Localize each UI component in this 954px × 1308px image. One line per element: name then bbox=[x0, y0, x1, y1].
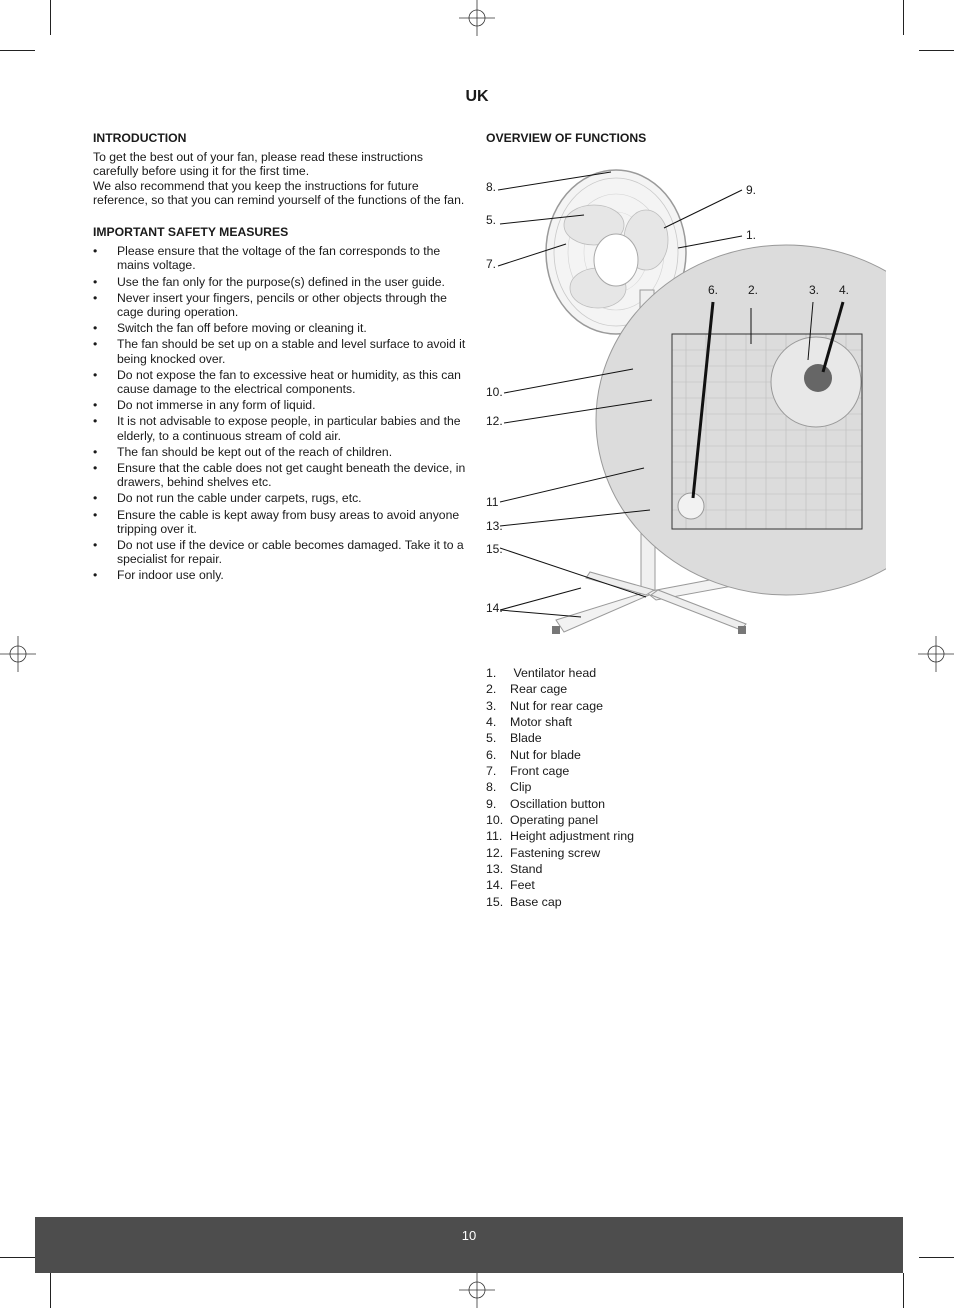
fan-diagram bbox=[486, 160, 886, 650]
list-item: 15. Base cap bbox=[486, 894, 562, 909]
safety-item: • Do not expose the fan to excessive heat or humidity, as this can cause damage to the electrical components. bbox=[93, 367, 461, 397]
page-number: 10 bbox=[461, 1228, 477, 1243]
list-item: 5. Blade bbox=[486, 731, 542, 746]
list-item: 14. Feet bbox=[486, 878, 535, 893]
callout-3: 3. bbox=[809, 283, 820, 297]
overview-heading: OVERVIEW OF FUNCTIONS bbox=[486, 131, 647, 145]
safety-item: • Please ensure that the voltage of the fan corresponds to the mains voltage. bbox=[93, 244, 441, 273]
list-item: 2. Rear cage bbox=[486, 682, 568, 697]
callout-7: 7. bbox=[486, 257, 497, 271]
list-item: 12. Fastening screw bbox=[486, 845, 601, 860]
list-item: 7. Front cage bbox=[486, 764, 570, 779]
callout-4: 4. bbox=[839, 283, 850, 297]
registration-mark-bottom bbox=[459, 1272, 495, 1308]
introduction-heading: INTRODUCTION bbox=[93, 131, 187, 145]
callout-2: 2. bbox=[748, 283, 759, 297]
crop-mark bbox=[50, 0, 51, 35]
safety-item: • For indoor use only. bbox=[93, 568, 224, 583]
callout-10: 10. bbox=[486, 385, 503, 399]
list-item: 3. Nut for rear cage bbox=[486, 698, 603, 713]
safety-item: • Do not run the cable under carpets, rugs, etc. bbox=[93, 491, 362, 506]
crop-mark bbox=[903, 1273, 904, 1308]
introduction-text: To get the best out of your fan, please read these instructions carefully before using it for the first time. We also recommend that you keep the instructions for future reference, so that you can remind yourself of the functions of the fan. bbox=[93, 150, 465, 207]
callout-15: 15. bbox=[486, 542, 503, 556]
callout-1: 1. bbox=[746, 228, 757, 242]
crop-mark bbox=[0, 50, 35, 51]
list-item: 11. Height adjustment ring bbox=[486, 829, 634, 844]
safety-item: • Never insert your fingers, pencils or other objects through the cage during operation. bbox=[93, 290, 447, 320]
callout-9: 9. bbox=[746, 183, 757, 197]
registration-mark-top bbox=[459, 0, 495, 36]
safety-item: • Ensure the cable is kept away from busy areas to avoid anyone tripping over it. bbox=[93, 507, 460, 536]
crop-mark bbox=[0, 1257, 35, 1258]
parts-list bbox=[486, 665, 634, 910]
language-heading: UK bbox=[465, 88, 489, 105]
safety-heading: IMPORTANT SAFETY MEASURES bbox=[93, 225, 289, 240]
registration-mark-right bbox=[918, 636, 954, 672]
safety-item: • Do not immerse in any form of liquid. bbox=[93, 398, 316, 413]
safety-item: • The fan should be kept out of the reach of children. bbox=[93, 444, 393, 459]
footer-bar bbox=[35, 1217, 903, 1273]
list-item: 6. Nut for blade bbox=[486, 747, 581, 762]
list-item: 1. Ventilator head bbox=[486, 666, 597, 680]
safety-item: • Do not use if the device or cable becomes damaged. Take it to a specialist for repair. bbox=[93, 538, 464, 567]
callout-8: 8. bbox=[486, 180, 497, 194]
safety-item: • Ensure that the cable does not get caught beneath the device, in drawers, behind shelves etc. bbox=[93, 461, 466, 490]
callout-12: 12. bbox=[486, 414, 503, 428]
safety-item: • The fan should be set up on a stable and level surface to avoid it being knocked over. bbox=[93, 337, 466, 366]
list-item: 9. Oscillation button bbox=[486, 796, 606, 811]
safety-item: • Use the fan only for the purpose(s) defined in the user guide. bbox=[93, 274, 445, 289]
safety-list bbox=[93, 244, 469, 582]
list-item: 4. Motor shaft bbox=[486, 715, 572, 730]
crop-mark bbox=[903, 0, 904, 35]
callout-14: 14. bbox=[486, 601, 503, 615]
callout-6: 6. bbox=[708, 283, 719, 297]
crop-mark bbox=[919, 50, 954, 51]
callout-5: 5. bbox=[486, 213, 497, 227]
safety-item: • Switch the fan off before moving or cleaning it. bbox=[93, 321, 367, 336]
list-item: 10. Operating panel bbox=[486, 813, 599, 828]
list-item: 13. Stand bbox=[486, 862, 543, 877]
fan-illustration bbox=[486, 160, 886, 650]
crop-mark bbox=[50, 1273, 51, 1308]
safety-item: • It is not advisable to expose people, in particular babies and the elderly, to a continuous stream of cold air. bbox=[93, 414, 461, 443]
callout-11: 11 bbox=[486, 495, 499, 509]
registration-mark-left bbox=[0, 636, 36, 672]
left-column bbox=[93, 131, 469, 585]
crop-mark bbox=[919, 1257, 954, 1258]
list-item: 8. Clip bbox=[486, 780, 532, 795]
callout-13: 13. bbox=[486, 519, 503, 533]
